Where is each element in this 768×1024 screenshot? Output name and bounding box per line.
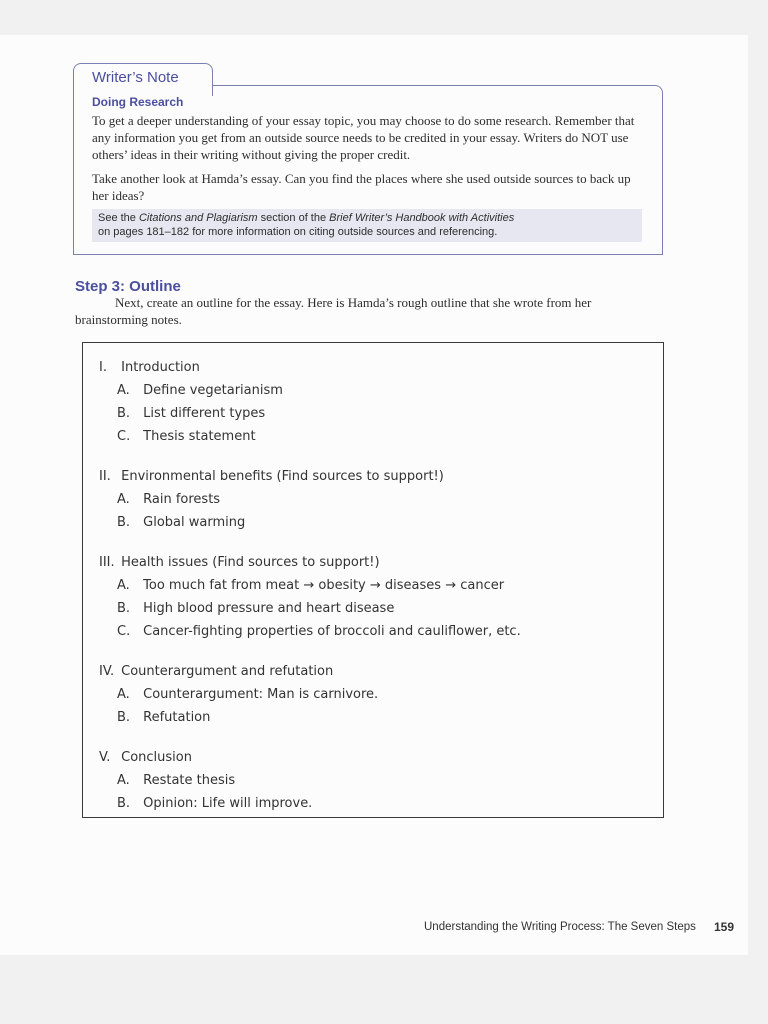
outline-heading-text: Environmental benefits (Find sources to support!) (121, 469, 444, 484)
outline-item-text: Rain forests (143, 492, 221, 507)
outline-item-letter: B. (117, 515, 131, 530)
outline-section (99, 662, 644, 731)
outline-heading-text: Counterargument and refutation (121, 664, 334, 679)
outline-item (99, 771, 644, 794)
outline-item-text: Cancer-fighting properties of broccoli and cauliflower, etc. (143, 624, 521, 639)
writers-note-subtitle: Doing Research (92, 95, 184, 109)
outline-item-letter: C. (117, 624, 131, 639)
outline-heading (99, 358, 644, 381)
outline-heading (99, 467, 644, 490)
reference-callout (92, 209, 642, 242)
outline-item-letter: C. (117, 429, 131, 444)
outline-item-text: Global warming (143, 515, 246, 530)
reference-rest: on pages 181–182 for more information on citing outside sources and referencing. (98, 226, 498, 238)
outline-heading-text: Introduction (121, 360, 200, 375)
outline-item-text: Thesis statement (143, 429, 256, 444)
reference-citations: Citations and Plagiarism (138, 212, 258, 224)
outline-item (99, 685, 644, 708)
outline-item-text: Restate thesis (143, 773, 236, 788)
outline-item (99, 427, 644, 450)
outline-numeral: II. (99, 469, 111, 484)
page-number: 159 (714, 920, 735, 934)
outline-section (99, 358, 644, 450)
outline-item-text: Opinion: Life will improve. (143, 796, 313, 811)
outline-heading-text: Conclusion (121, 750, 192, 765)
outline-heading (99, 662, 644, 685)
outline-section (99, 748, 644, 817)
outline-heading-text: Health issues (Find sources to support!) (121, 555, 380, 570)
outline-item-letter: A. (117, 773, 130, 788)
outline-numeral: III. (99, 555, 115, 570)
outline-item (99, 599, 644, 622)
outline-item-text: Define vegetarianism (143, 383, 283, 398)
running-title: Understanding the Writing Process: The Seven Steps (424, 921, 696, 933)
outline-item (99, 513, 644, 536)
outline-item-letter: B. (117, 406, 131, 421)
outline-heading (99, 553, 644, 576)
outline-item (99, 622, 644, 645)
outline-item-text: Too much fat from meat → obesity → diseases → cancer (143, 578, 505, 593)
outline-list (99, 358, 644, 834)
outline-item-letter: A. (117, 383, 130, 398)
outline-numeral: I. (99, 360, 107, 375)
outline-section (99, 553, 644, 645)
outline-item-text: List different types (143, 406, 266, 421)
step-heading: Step 3: Outline (75, 278, 181, 295)
outline-item-letter: A. (117, 578, 130, 593)
writers-note-tab (73, 63, 213, 96)
outline-item (99, 404, 644, 427)
outline-numeral: IV. (99, 664, 115, 679)
writers-note-title: Writer’s Note (92, 69, 179, 86)
outline-item-letter: B. (117, 796, 131, 811)
writers-note-paragraph-1: To get a deeper understanding of your essay topic, you may choose to do some research. Remember that any information you get from an outside source needs to be credited in your essay. Writers do NOT use others’ ideas in their writing without giving the proper credit. (92, 113, 635, 162)
outline-item (99, 794, 644, 817)
outline-item-text: Refutation (143, 710, 211, 725)
outline-item (99, 490, 644, 513)
outline-item (99, 708, 644, 731)
reference-section-of: section of the (260, 212, 327, 224)
outline-numeral: V. (99, 750, 111, 765)
outline-item-text: Counterargument: Man is carnivore. (143, 687, 379, 702)
reference-handbook: Brief Writer’s Handbook with Activities (329, 212, 515, 224)
reference-see: See the (98, 212, 136, 224)
outline-section (99, 467, 644, 536)
outline-item-letter: B. (117, 710, 131, 725)
step-paragraph: Next, create an outline for the essay. Here is Hamda’s rough outline that she wrote from her brainstorming notes. (75, 295, 592, 327)
outline-item-letter: A. (117, 687, 130, 702)
outline-item-letter: B. (117, 601, 131, 616)
outline-item-text: High blood pressure and heart disease (143, 601, 395, 616)
outline-item (99, 576, 644, 599)
outline-item (99, 381, 644, 404)
reference-text (98, 211, 638, 239)
outline-item-letter: A. (117, 492, 130, 507)
writers-note-paragraph-2: Take another look at Hamda’s essay. Can you find the places where she used outside sources to back up her ideas? (92, 171, 631, 203)
outline-heading (99, 748, 644, 771)
